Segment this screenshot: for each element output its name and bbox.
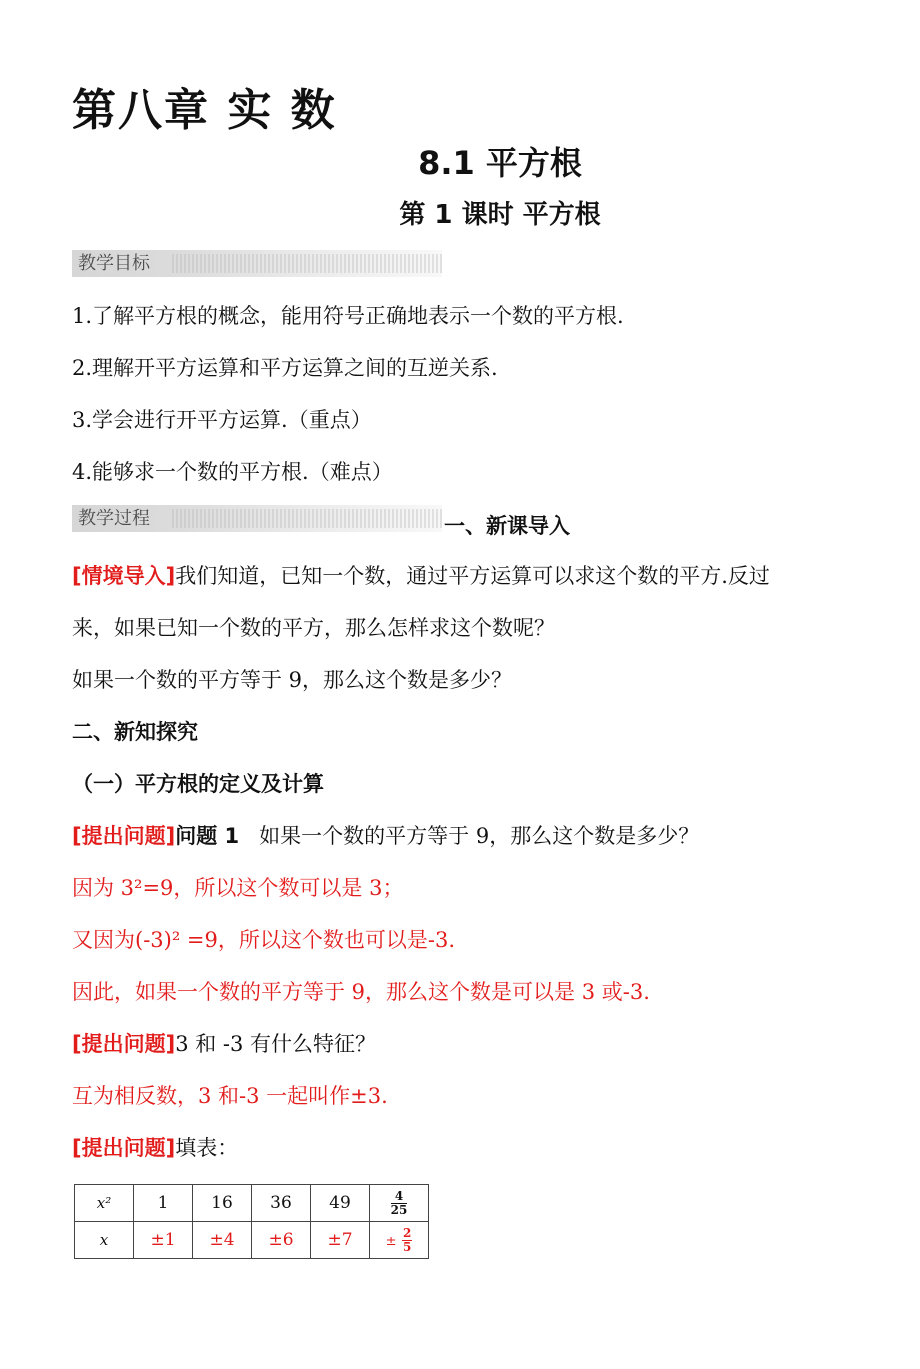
plus-minus-sign: ± [385,1233,397,1249]
question-tag: [提出问题] [72,1136,176,1160]
table-cell [370,1185,429,1222]
chapter-title: 第八章 实 数 [72,85,337,136]
fraction [391,1190,408,1217]
fraction [402,1227,412,1254]
table-cell: 16 [193,1185,252,1222]
table-cell: 49 [311,1185,370,1222]
table-cell: 1 [134,1185,193,1222]
answer-line: 因此，如果一个数的平方等于 9，那么这个数是可以是 3 或-3. [72,980,650,1004]
table-row [75,1185,429,1222]
table-cell: ±4 [193,1222,252,1259]
table-cell: ±6 [252,1222,311,1259]
fraction-numerator: 2 [402,1225,412,1240]
objective-item: 4.能够求一个数的平方根.（难点） [72,460,393,484]
question-text: 填表： [175,1136,239,1160]
objectives-banner [72,250,442,277]
objective-item: 1.了解平方根的概念，能用符号正确地表示一个数的平方根. [72,304,624,328]
section-title: 8.1 平方根 [418,144,582,182]
question-tag: [提出问题] [72,1032,176,1056]
intro-line-2: 来，如果已知一个数的平方，那么怎样求这个数呢？ [72,616,555,640]
question-label: 问题 1 [175,824,240,848]
intro-line-3: 如果一个数的平方等于 9，那么这个数是多少？ [72,668,513,692]
objective-item: 2.理解开平方运算和平方运算之间的互逆关系. [72,356,498,380]
intro-tag: [情境导入] [72,564,176,588]
question-text: 如果一个数的平方等于 9，那么这个数是多少？ [259,824,700,848]
fraction-numerator: 4 [391,1190,408,1204]
question-2 [72,1028,376,1058]
table-cell: x [75,1222,134,1259]
intro-text-1: 我们知道，已知一个数，通过平方运算可以求这个数的平方.反过 [175,564,770,588]
question-3 [72,1132,238,1162]
table-cell: 36 [252,1185,311,1222]
table-cell: ±1 [134,1222,193,1259]
question-text: 3 和 -3 有什么特征？ [175,1032,377,1056]
question-tag: [提出问题] [72,824,176,848]
part1-heading: 一、新课导入 [444,514,570,538]
answer-line: 互为相反数，3 和-3 一起叫作±3. [72,1084,388,1108]
sub1-heading: （一）平方根的定义及计算 [72,772,324,796]
table-cell: ±7 [311,1222,370,1259]
answer-line: 因为 3²=9，所以这个数可以是 3； [72,876,404,900]
table-cell: x² [75,1185,134,1222]
objective-item: 3.学会进行开平方运算.（重点） [72,408,372,432]
fraction-denominator: 25 [390,1202,408,1217]
intro-line-1 [72,560,770,590]
table-cell [370,1222,429,1259]
part2-heading: 二、新知探究 [72,720,198,744]
process-banner-label: 教学过程 [78,508,150,529]
question-1 [72,820,699,850]
square-root-table [74,1184,429,1259]
fraction-denominator: 5 [402,1239,412,1254]
table-row [75,1222,429,1259]
answer-line: 又因为(-3)² =9，所以这个数也可以是-3. [72,928,456,952]
process-banner [72,505,442,532]
objectives-banner-label: 教学目标 [78,253,150,274]
lesson-title: 第 1 课时 平方根 [399,200,601,230]
